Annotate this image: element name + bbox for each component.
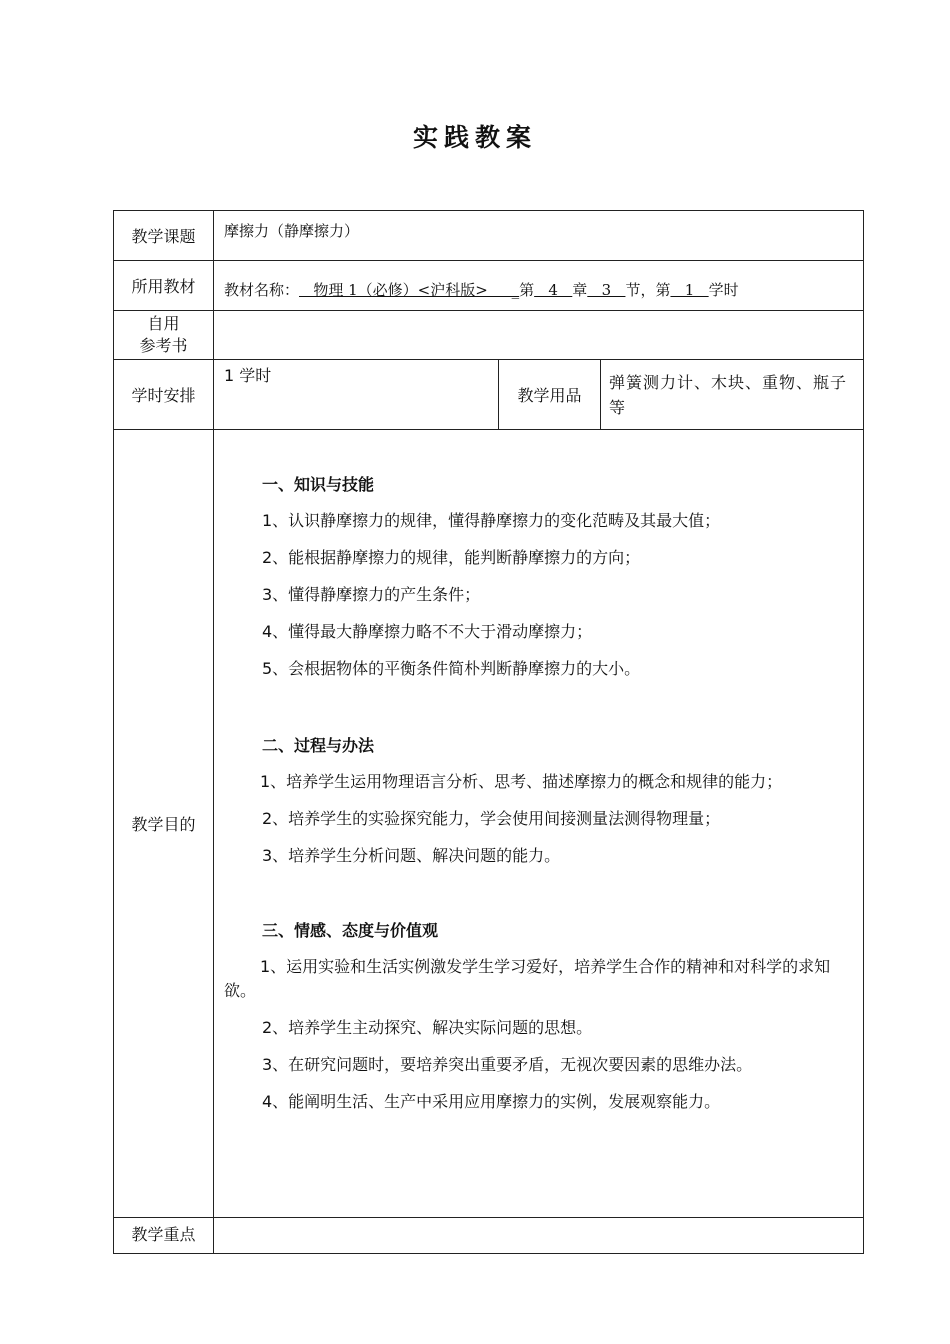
topic-label: 教学课题 xyxy=(114,211,214,261)
reference-label-line2: 参考书 xyxy=(139,336,188,355)
row-objectives xyxy=(114,430,864,1218)
objectives-section1-item: 5、会根据物体的平衡条件简朴判断静摩擦力的大小。 xyxy=(262,659,641,678)
objectives-label: 教学目的 xyxy=(114,430,214,1218)
objectives-section2-item: 2、培养学生的实验探究能力，学会使用间接测量法测得物理量； xyxy=(262,809,721,828)
objectives-section2-item: 1、培养学生运用物理语言分析、思考、描述摩擦力的概念和规律的能力； xyxy=(260,772,783,791)
materials-label: 教学用品 xyxy=(499,360,601,430)
page-title: 实践教案 xyxy=(412,123,537,152)
topic-value: 摩擦力（静摩擦力） xyxy=(224,222,360,240)
row-topic xyxy=(114,211,864,261)
textbook-chapter-suffix: 章 xyxy=(572,281,588,299)
objectives-section1-item: 1、认识静摩擦力的规律，懂得静摩擦力的变化范畴及其最大值； xyxy=(262,511,721,530)
row-key-points xyxy=(114,1218,864,1254)
reference-label-line1: 自用 xyxy=(147,314,180,333)
row-schedule xyxy=(114,360,864,430)
key-points-label: 教学重点 xyxy=(114,1218,214,1254)
textbook-label: 所用教材 xyxy=(114,261,214,311)
textbook-period-suffix: 学时 xyxy=(708,281,739,299)
textbook-name: 物理 1（必修）<沪科版> _ xyxy=(299,281,520,299)
objectives-section3-item: 3、在研究问题时，要培养突出重要矛盾，无视次要因素的思维办法。 xyxy=(262,1055,753,1074)
objectives-section2-heading: 二、过程与办法 xyxy=(262,736,375,755)
objectives-section2-item: 3、培养学生分析问题、解决问题的能力。 xyxy=(262,846,561,865)
textbook-section-suffix: 节，第 xyxy=(625,281,671,299)
objectives-section1-item: 2、能根据静摩擦力的规律，能判断静摩擦力的方向； xyxy=(262,548,641,567)
textbook-line xyxy=(214,271,863,300)
reference-cell[interactable] xyxy=(214,311,864,360)
row-reference xyxy=(114,311,864,360)
materials-cell[interactable] xyxy=(601,360,864,430)
textbook-section: 3 xyxy=(587,281,626,299)
objectives-section3-item: 1、运用实验和生活实例激发学生学习爱好，培养学生合作的精神和对科学的求知欲。 xyxy=(224,957,831,1000)
reference-label xyxy=(114,311,214,360)
row-textbook xyxy=(114,261,864,311)
materials-value: 弹簧测力计、木块、重物、瓶子等 xyxy=(609,372,848,417)
key-points-cell[interactable] xyxy=(214,1218,864,1254)
schedule-label: 学时安排 xyxy=(114,360,214,430)
objectives-section1-heading: 一、知识与技能 xyxy=(262,475,375,494)
textbook-chapter: 4 xyxy=(534,281,573,299)
objectives-section3-heading: 三、情感、态度与价值观 xyxy=(262,921,439,940)
objectives-section3-item: 4、能阐明生活、生产中采用应用摩擦力的实例，发展观察能力。 xyxy=(262,1092,721,1111)
objectives-section1-item: 4、懂得最大静摩擦力略不不大于滑动摩擦力； xyxy=(262,622,593,641)
textbook-cell[interactable] xyxy=(214,261,864,311)
schedule-value: 1 学时 xyxy=(224,366,272,385)
objectives-section3-item: 2、培养学生主动探究、解决实际问题的思想。 xyxy=(262,1018,593,1037)
textbook-prefix: 教材名称： xyxy=(224,281,300,299)
topic-cell[interactable] xyxy=(214,211,864,261)
textbook-period: 1 xyxy=(670,281,709,299)
objectives-cell[interactable] xyxy=(214,430,864,1218)
textbook-chapter-prefix: 第 xyxy=(519,281,535,299)
lesson-plan-table xyxy=(113,210,864,1254)
schedule-cell[interactable] xyxy=(214,360,499,430)
objectives-section1-item: 3、懂得静摩擦力的产生条件； xyxy=(262,585,481,604)
